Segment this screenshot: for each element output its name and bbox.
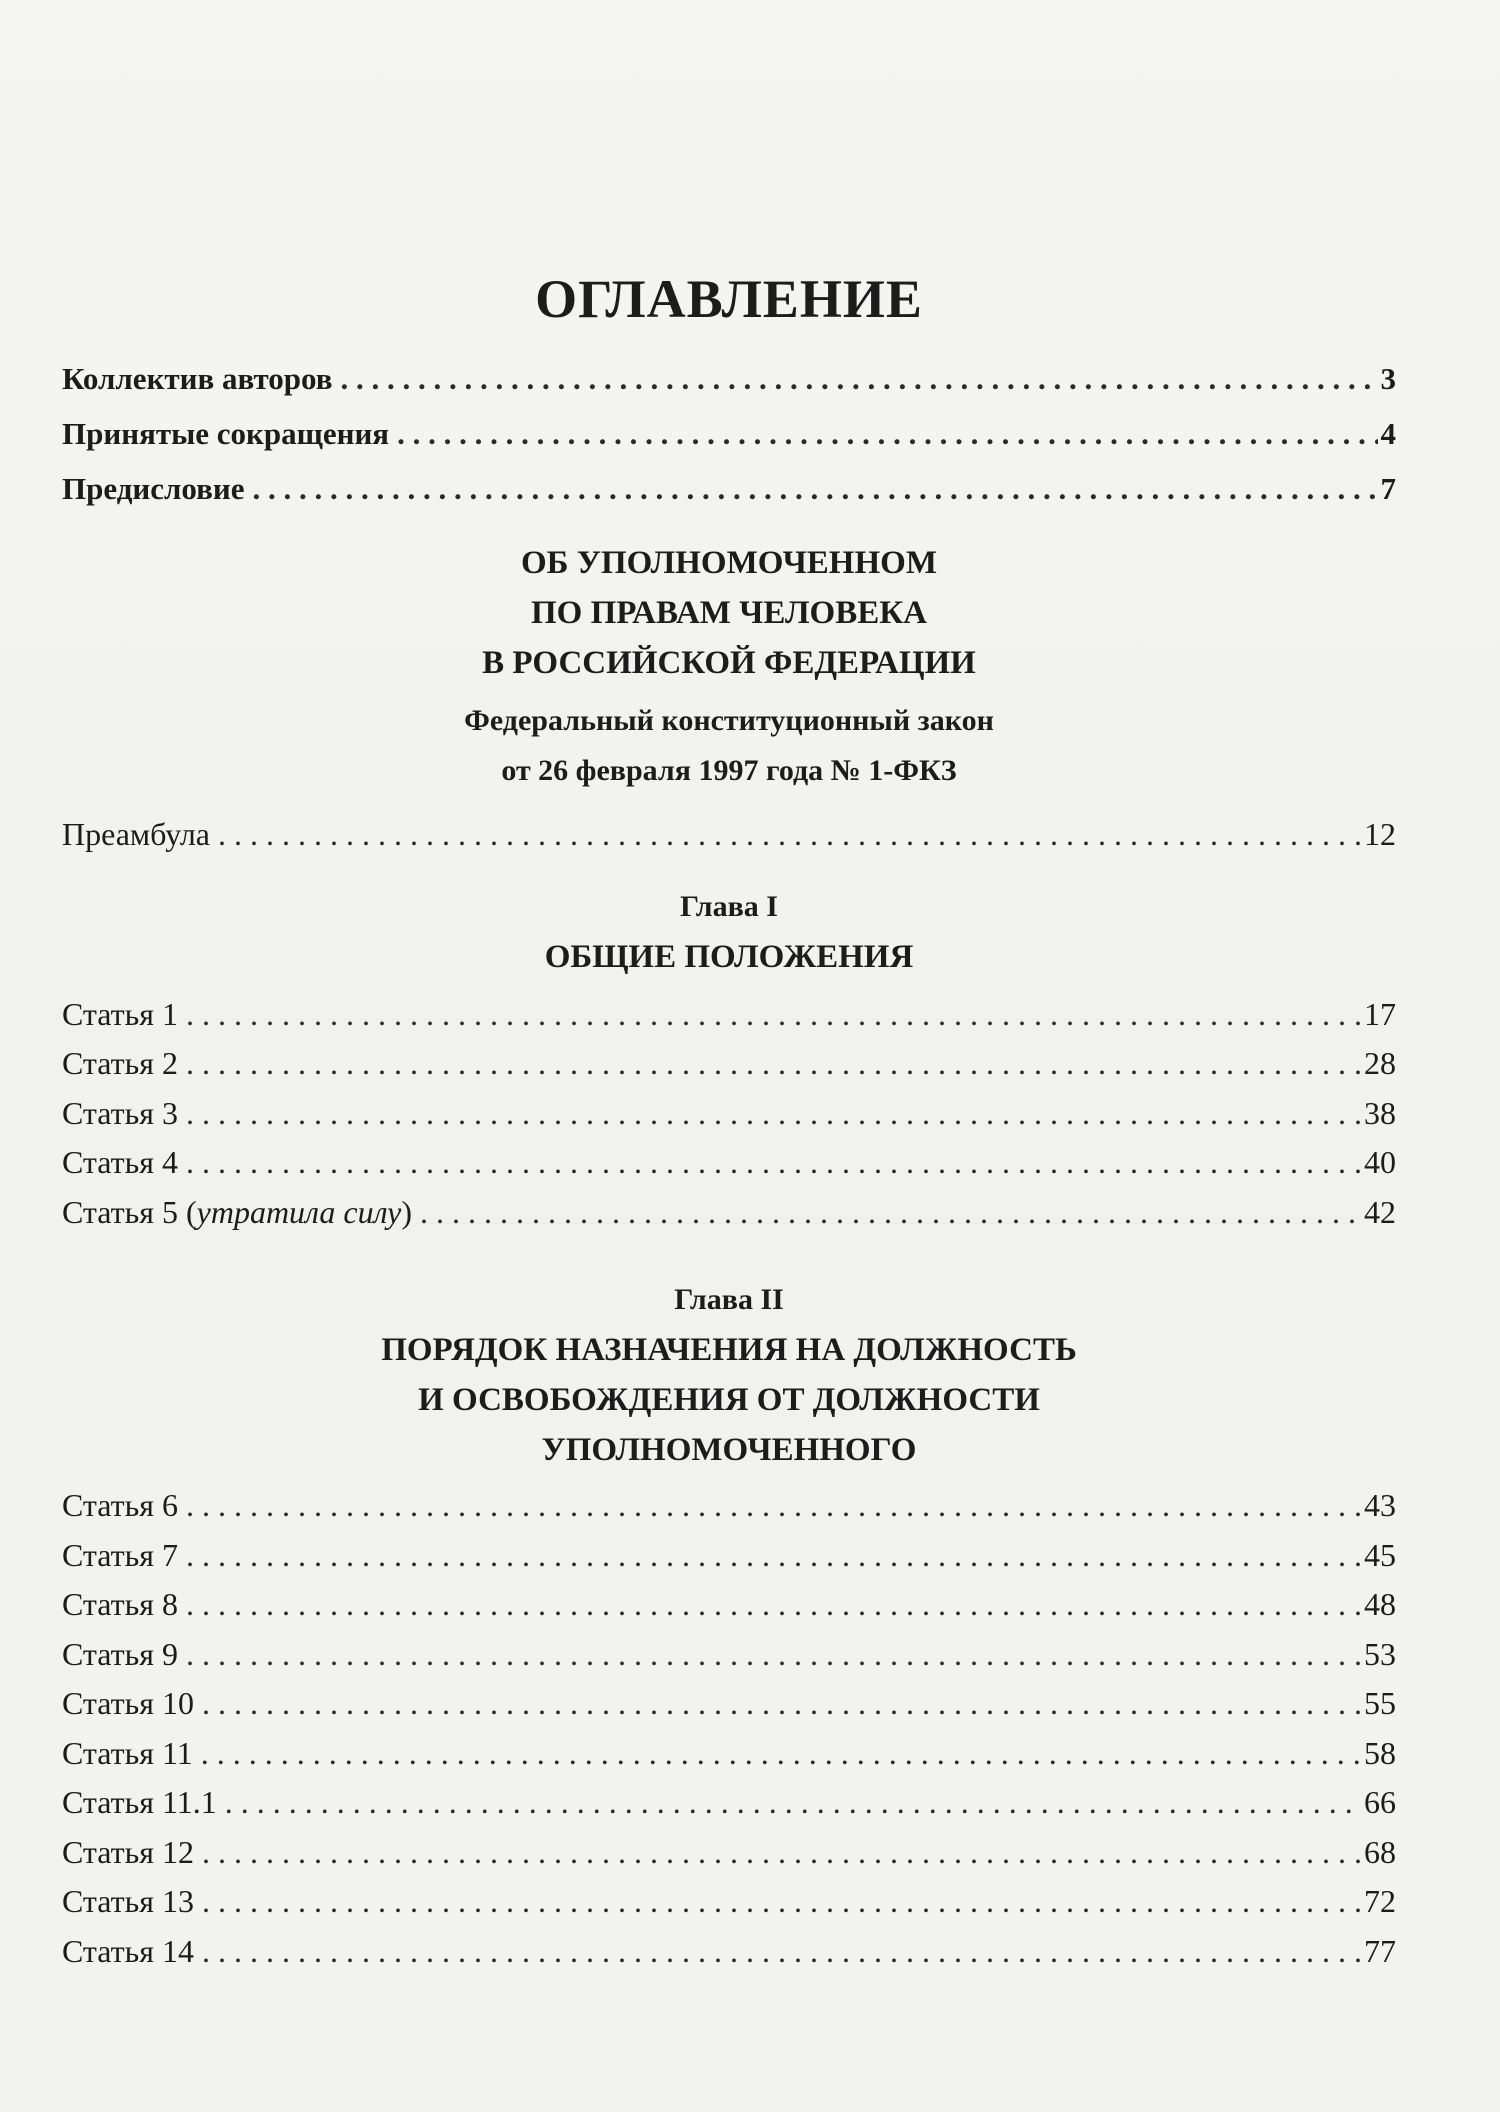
toc-leader-dots [186, 1039, 1361, 1089]
toc-leader-dots [253, 461, 1378, 516]
toc-entry-label: Коллектив авторов [62, 361, 333, 397]
toc-entry-label: Статья 2 [62, 1045, 178, 1082]
law-heading-line: В РОССИЙСКОЙ ФЕДЕРАЦИИ [482, 645, 976, 682]
chapter-heading [62, 1275, 1396, 1475]
chapter-number: Глава I [680, 889, 778, 923]
toc-leader-dots [186, 1089, 1361, 1139]
toc-entry-page: 12 [1364, 816, 1396, 853]
toc-entry[interactable] [62, 1729, 1396, 1779]
toc-leader-dots [201, 1729, 1361, 1779]
toc-entry-page: 40 [1364, 1144, 1396, 1181]
law-heading-line: ОБ УПОЛНОМОЧЕННОМ [521, 545, 937, 582]
toc-entry[interactable] [62, 1828, 1396, 1878]
toc-entry-page: 28 [1364, 1045, 1396, 1082]
law-heading [62, 538, 1396, 796]
front-matter-list [62, 351, 1396, 516]
toc-entry-label: Статья 11.1 [62, 1784, 217, 1821]
toc-entry-label: Статья 13 [62, 1883, 194, 1920]
chapter-entries [62, 1481, 1396, 1976]
toc-entry-page: 66 [1364, 1784, 1396, 1821]
toc-entry-label [62, 1188, 412, 1238]
toc-entry[interactable] [62, 1188, 1396, 1238]
toc-leader-dots [202, 1828, 1361, 1878]
toc-entry[interactable] [62, 1039, 1396, 1089]
table-of-contents [62, 270, 1396, 1976]
toc-entry-label: Предисловие [62, 471, 245, 507]
toc-entry-preamble[interactable] [62, 810, 1396, 860]
toc-entry[interactable] [62, 1877, 1396, 1927]
toc-entry[interactable] [62, 351, 1396, 406]
toc-leader-dots [186, 1630, 1361, 1680]
toc-entry-page: 72 [1364, 1883, 1396, 1920]
toc-leader-dots [186, 1580, 1361, 1630]
toc-entry-label: Статья 4 [62, 1144, 178, 1181]
toc-entry-page: 58 [1364, 1734, 1396, 1771]
toc-entry[interactable] [62, 1630, 1396, 1680]
toc-entry-label: Принятые сокращения [62, 416, 390, 452]
toc-entry[interactable] [62, 1481, 1396, 1531]
toc-entry-page: 7 [1380, 471, 1396, 507]
toc-entry-page: 68 [1364, 1833, 1396, 1870]
toc-entry-label-end: ) [401, 1193, 412, 1230]
toc-entry-page: 3 [1380, 361, 1396, 397]
chapter-title-line: И ОСВОБОЖДЕНИЯ ОТ ДОЛЖНОСТИ [418, 1382, 1040, 1419]
toc-entry-label: Преамбула [62, 816, 210, 853]
page-title: ОГЛАВЛЕНИЕ [535, 269, 923, 329]
law-subtitle-line: Федеральный конституционный закон [464, 704, 994, 738]
toc-entry-label: Статья 1 [62, 995, 178, 1032]
chapter-title-line: УПОЛНОМОЧЕННОГО [541, 1432, 917, 1469]
toc-leader-dots [186, 1531, 1361, 1581]
toc-entry-label: Статья 8 [62, 1586, 178, 1623]
toc-entry-label-start: Статья 5 ( [62, 1193, 197, 1230]
toc-leader-dots [218, 810, 1361, 860]
toc-entry-page: 53 [1364, 1635, 1396, 1672]
toc-entry[interactable] [62, 1927, 1396, 1977]
toc-entry-label: Статья 10 [62, 1685, 194, 1722]
toc-leader-dots [186, 990, 1361, 1040]
chapter-title: ОБЩИЕ ПОЛОЖЕНИЯ [544, 938, 914, 975]
toc-entry-page: 17 [1364, 995, 1396, 1032]
law-subtitle-line: от 26 февраля 1997 года № 1-ФКЗ [501, 754, 957, 788]
toc-entry[interactable] [62, 461, 1396, 516]
toc-entry[interactable] [62, 1580, 1396, 1630]
chapter-title-line: ПОРЯДОК НАЗНАЧЕНИЯ НА ДОЛЖНОСТЬ [381, 1332, 1077, 1369]
toc-entry[interactable] [62, 1679, 1396, 1729]
toc-entry[interactable] [62, 1531, 1396, 1581]
toc-leader-dots [225, 1778, 1361, 1828]
toc-leader-dots [341, 351, 1378, 406]
chapter-number: Глава II [674, 1283, 784, 1317]
toc-leader-dots [202, 1877, 1361, 1927]
toc-entry[interactable] [62, 1778, 1396, 1828]
toc-entry-page: 38 [1364, 1094, 1396, 1131]
toc-entry[interactable] [62, 1138, 1396, 1188]
toc-entry-page: 45 [1364, 1536, 1396, 1573]
toc-entry[interactable] [62, 990, 1396, 1040]
toc-entry-label-italic: утратила силу [196, 1193, 402, 1230]
toc-entry-label: Статья 14 [62, 1932, 194, 1969]
toc-leader-dots [186, 1138, 1361, 1188]
toc-entry-page: 4 [1380, 416, 1396, 452]
toc-entry-page: 48 [1364, 1586, 1396, 1623]
toc-entry-label: Статья 7 [62, 1536, 178, 1573]
toc-entry-label: Статья 6 [62, 1487, 178, 1524]
toc-entry[interactable] [62, 1089, 1396, 1139]
toc-entry-page: 42 [1364, 1193, 1396, 1230]
toc-entry-label: Статья 11 [62, 1734, 193, 1771]
toc-entry-page: 43 [1364, 1487, 1396, 1524]
toc-leader-dots [420, 1188, 1361, 1238]
toc-entry-label: Статья 3 [62, 1094, 178, 1131]
toc-entry[interactable] [62, 406, 1396, 461]
toc-entry-label: Статья 12 [62, 1833, 194, 1870]
toc-leader-dots [202, 1927, 1361, 1977]
toc-entry-label: Статья 9 [62, 1635, 178, 1672]
toc-leader-dots [397, 406, 1377, 461]
toc-leader-dots [202, 1679, 1361, 1729]
chapter-entries [62, 990, 1396, 1238]
toc-leader-dots [186, 1481, 1361, 1531]
toc-entry-page: 77 [1364, 1932, 1396, 1969]
toc-entry-page: 55 [1364, 1685, 1396, 1722]
chapter-heading [62, 882, 1396, 982]
law-heading-line: ПО ПРАВАМ ЧЕЛОВЕКА [530, 595, 928, 632]
